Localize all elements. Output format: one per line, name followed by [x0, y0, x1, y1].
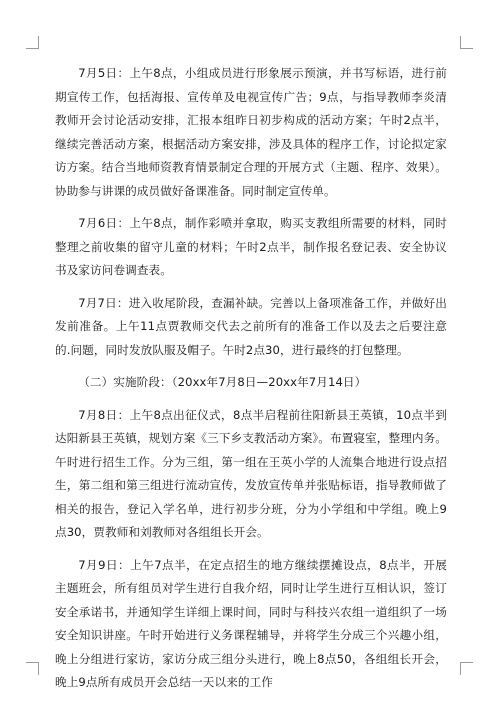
section-heading-implementation: （二）实施阶段：（20xx年7月8日—20xx年7月14日）: [78, 375, 367, 389]
paragraph-july-9: 7月9日：上午7点半，在定点招生的地方继续摆摊设点，8点半，开展主题班会，所有组员对学生进行自我介绍，同时让学生进行互相认识，签订安全承诺书，并通知学生详细上课时间，同时与科技兴农组一道组织了一场安全知识讲座。午时开始进行义务课程辅导，并将学生分成三个兴趣小组，晚上分组进行家访，家访分成三组分头进行，晚上8点50，各组组长开会，晚上9点所有成员开会总结一天以来的工作: [55, 557, 447, 689]
paragraph-july-6: 7月6日：上午8点，制作彩喷并拿取，购买支教组所需要的材料，同时整理之前收集的留守儿童的材料；午时2点半，制作报名登记表、安全协议书及家访问卷调查表。: [55, 216, 447, 277]
crop-mark-top-left: [26, 36, 39, 49]
crop-mark-top-right: [460, 36, 473, 49]
paragraph-july-5: 7月5日：上午8点，小组成员进行形象展示预演，并书写标语，进行前期宣传工作，包括海报、宣传单及电视宣传广告；9点，与指导教师李炎清教师开会讨论活动安排，汇报本组昨日初步构成的活动方案；午时2点半，继续完善活动方案，根据活动方案安排，涉及具体的程序工作，讨论拟定家访方案。结合当地师资教育情景制定合理的开展方式（主题、程序、效果）。协助参与讲课的成员做好备课准备。同时制定宣传单。: [55, 66, 447, 198]
crop-mark-bottom-right: [460, 662, 473, 675]
paragraph-july-7: 7月7日：进入收尾阶段，查漏补缺。完善以上备项准备工作，并做好出发前准备。上午11点贾教师交代去之前所有的准备工作以及去之后要注意的.问题，同时发放队服及帽子。午时2点30，进行最终的打包整理。: [55, 295, 447, 357]
paragraph-july-8: 7月8日：上午8点出征仪式，8点半启程前往阳新县王英镇，10点半到达阳新县王英镇，规划方案《三下乡支教活动方案》。布置寝室，整理内务。午时进行招生工作。分为三组，第一组在王英小学的人流集合地进行设点招生，第二组和第三组进行流动宣传，发放宣传单并张贴标语，指导教师做了相关的报告，登记入学名单，进行初步分班，分为小学组和中学组。晚上9点30，贾教师和刘教师对各组组长开会。: [55, 407, 447, 539]
crop-mark-bottom-left: [26, 662, 39, 675]
document-body: [55, 62, 447, 704]
